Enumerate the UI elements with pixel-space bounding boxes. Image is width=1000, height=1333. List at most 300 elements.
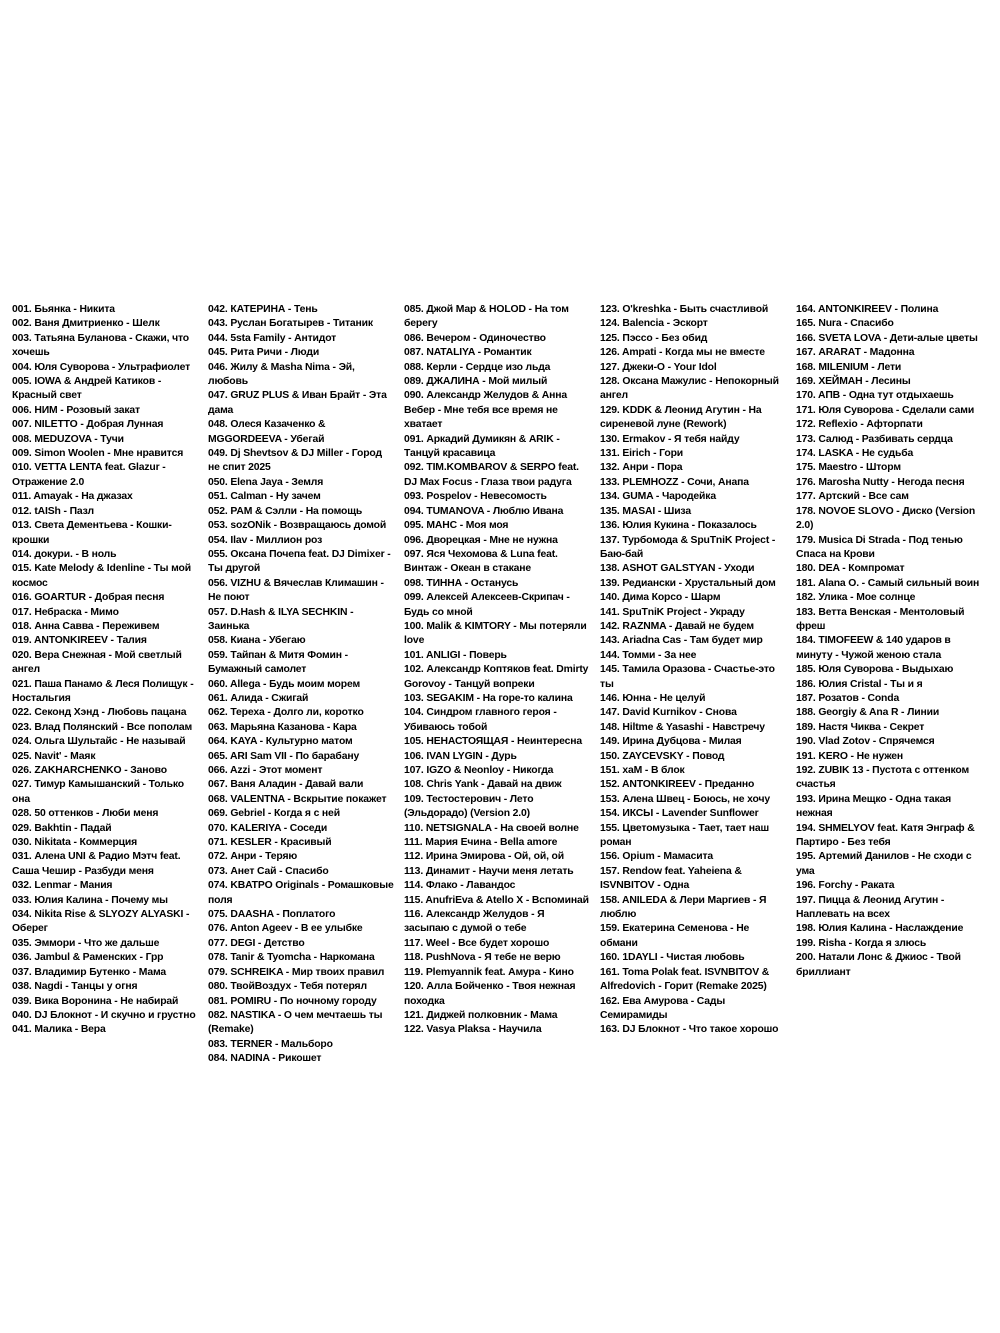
track-item (600, 922, 788, 951)
track-title: Счастье-это ты (600, 664, 775, 690)
track-title: За нее (664, 649, 697, 661)
track-number: 120. (404, 981, 424, 993)
track-item (796, 361, 984, 375)
track-artist: Оксана Почепа feat. DJ Dimixer (230, 548, 385, 560)
track-item (600, 865, 788, 894)
track-separator: - (482, 750, 492, 762)
track-separator: - (285, 304, 294, 315)
track-number: 010. (12, 462, 32, 474)
track-item (208, 951, 396, 965)
track-title: На том берегу (404, 304, 569, 330)
track-separator: - (727, 923, 737, 935)
track-title: Мама (530, 1009, 558, 1021)
track-number: 058. (208, 635, 228, 647)
track-number: 146. (600, 692, 620, 704)
track-number: 069. (208, 808, 228, 820)
track-number: 123. (600, 304, 620, 315)
track-separator: - (280, 822, 290, 834)
track-title: Неинтересна (517, 736, 583, 748)
track-separator: - (696, 707, 706, 719)
track-artist: Simon Woolen (34, 448, 105, 460)
track-number: 086. (404, 332, 424, 344)
track-artist: Navit' (34, 750, 62, 762)
track-artist: Алена UNI & Радио Мэтч feat. Саша Чешир (12, 851, 181, 877)
track-artist: Аркадий Думикян & ARIK (426, 433, 554, 445)
track-item (404, 822, 592, 836)
track-artist: SEGAKIM (426, 692, 474, 704)
track-title: Красный свет (12, 390, 82, 402)
track-item (208, 937, 396, 951)
track-artist: Elena Jaya (230, 476, 283, 488)
track-separator: - (715, 563, 725, 575)
track-separator: - (310, 952, 320, 964)
track-separator: - (324, 721, 333, 733)
track-item (600, 591, 788, 605)
track-separator: - (77, 419, 87, 431)
track-number: 102. (404, 664, 424, 676)
track-title: На своей волне (500, 822, 579, 834)
track-title: Мой светлый ангел (12, 649, 182, 676)
track-separator: - (881, 678, 891, 690)
track-separator: - (434, 404, 444, 416)
track-item (600, 735, 788, 749)
track-number: 001. (12, 304, 32, 315)
track-item (208, 634, 396, 648)
track-artist: Турбомода & SpuTniK Project (622, 534, 770, 546)
track-title: Будь со мной (404, 606, 473, 618)
track-item (208, 908, 396, 922)
track-artist: TIMOFEEW & 140 ударов в минуту (796, 635, 951, 661)
track-number: 007. (12, 419, 32, 431)
track-title: Я люблю (600, 894, 767, 921)
track-item (600, 303, 788, 317)
track-separator: - (688, 520, 698, 532)
track-separator: - (341, 649, 348, 661)
track-separator: - (847, 750, 857, 762)
track-number: 036. (12, 952, 32, 964)
track-title: Ты и я (890, 678, 923, 690)
track-separator: - (117, 736, 127, 748)
tracklist-column-1 (12, 303, 208, 1038)
track-number: 182. (796, 592, 816, 604)
track-artist: Розатов (818, 692, 859, 704)
track-item (796, 490, 984, 504)
track-number: 080. (208, 981, 228, 993)
track-artist: Редиански (622, 577, 676, 589)
track-artist: SCHREIKA (230, 966, 284, 978)
track-artist: ТвойВоздух (230, 981, 292, 993)
track-item (208, 692, 396, 706)
track-separator: - (703, 721, 713, 733)
track-item (12, 332, 200, 361)
track-title: Рикошет (278, 1053, 322, 1065)
track-title: Все сам (868, 491, 909, 503)
track-title: Мне нравится (113, 448, 184, 460)
track-number: 127. (600, 361, 620, 373)
track-number: 032. (12, 880, 32, 892)
track-item (600, 764, 788, 778)
track-number: 011. (12, 491, 32, 503)
track-title: Скажи, что хочешь (12, 332, 189, 359)
track-artist: ARI Sam VII (229, 750, 287, 762)
track-title: Глаза твои радуга (480, 476, 572, 488)
track-number: 051. (208, 491, 228, 503)
track-artist: Улика (818, 592, 848, 604)
track-artist: Джеки-О (622, 361, 665, 373)
track-separator: - (563, 592, 570, 604)
track-separator: - (187, 678, 194, 690)
track-number: 178. (796, 505, 816, 517)
track-item (796, 879, 984, 893)
track-title: Ностальгия (12, 692, 71, 704)
track-item (12, 447, 200, 461)
track-separator: - (683, 750, 693, 762)
track-number: 179. (796, 534, 816, 546)
track-artist: Nikitata (34, 837, 71, 849)
track-number: 052. (208, 505, 228, 517)
track-title: Давай на движ (487, 779, 562, 791)
track-item (208, 548, 396, 577)
track-item (12, 649, 200, 678)
track-item (600, 375, 788, 404)
track-item (208, 793, 396, 807)
track-number: 045. (208, 347, 228, 359)
track-separator: - (700, 736, 709, 748)
track-item (12, 951, 200, 965)
track-item (12, 606, 200, 620)
track-number: 197. (796, 894, 816, 906)
track-item (12, 505, 200, 519)
track-number: 009. (12, 448, 32, 460)
track-artist: ZAYCEVSKY (622, 750, 684, 762)
track-artist: Ветта Венская (818, 606, 891, 618)
track-artist: NADINA (230, 1053, 270, 1065)
track-title: Талия (116, 635, 147, 647)
track-item (796, 346, 984, 360)
track-title: Самый сильный воин (867, 577, 980, 589)
track-separator: - (461, 577, 471, 589)
track-number: 132. (600, 462, 620, 474)
tracklist (12, 303, 992, 1065)
track-number: 059. (208, 649, 228, 661)
track-item (12, 562, 200, 591)
track-item (208, 389, 396, 418)
track-separator: - (663, 318, 673, 330)
track-number: 117. (404, 937, 424, 949)
track-number: 095. (404, 520, 424, 532)
track-item (796, 606, 984, 635)
track-title: Мама (138, 966, 167, 978)
track-number: 149. (600, 736, 620, 748)
track-title: Маяк (70, 750, 96, 762)
track-title: Афторпати (866, 419, 923, 431)
track-artist: Флако (425, 880, 458, 892)
track-number: 015. (12, 563, 32, 575)
track-separator: - (489, 1024, 499, 1036)
track-title: Все будет хорошо (458, 937, 550, 949)
track-number: 027. (12, 779, 32, 791)
track-title: Гори (659, 448, 684, 460)
track-separator: - (655, 505, 664, 517)
track-item (404, 865, 592, 879)
track-title: Украду (709, 606, 745, 618)
track-title: Кара (332, 721, 357, 733)
track-title: Культурно матом (265, 736, 353, 748)
track-artist: GUMA (622, 491, 654, 503)
track-number: 107. (404, 765, 424, 776)
track-artist: NASTIKA (230, 1009, 276, 1021)
track-separator: - (654, 880, 664, 892)
track-number: 194. (796, 822, 816, 834)
track-item (12, 908, 200, 937)
track-separator: - (700, 606, 710, 618)
track-item (208, 822, 396, 836)
track-title: Падай (80, 822, 112, 834)
track-separator: - (247, 534, 256, 546)
track-separator: - (479, 376, 489, 388)
track-artist: SHMELYOV feat. Катя Энграф & Партиро (796, 822, 975, 849)
track-title: Лесины (871, 376, 911, 388)
track-title: Полина (900, 304, 939, 315)
track-title: Ментоловый фреш (796, 606, 965, 632)
track-number: 158. (600, 894, 620, 906)
track-item (12, 418, 200, 432)
track-number: 035. (12, 937, 32, 949)
track-number: 084. (208, 1053, 228, 1065)
track-separator: - (75, 937, 84, 949)
track-separator: - (93, 620, 103, 632)
track-title: Розовый закат (66, 404, 140, 416)
track-item (404, 375, 592, 389)
track-title: Эскорт (672, 318, 708, 330)
track-artist: Вера Снежная (34, 649, 106, 661)
track-artist: SVETA LOVA (818, 332, 881, 344)
track-separator: - (706, 376, 716, 388)
track-item (600, 850, 788, 864)
track-number: 068. (208, 793, 228, 805)
track-number: 101. (404, 649, 424, 661)
track-separator: - (470, 332, 480, 344)
track-artist: Жилу & Masha Nima (230, 361, 330, 373)
track-item (12, 620, 200, 634)
track-title: Пазл (69, 505, 94, 517)
track-number: 049. (208, 448, 228, 460)
track-item (600, 490, 788, 504)
track-number: 184. (796, 635, 816, 647)
track-separator: - (863, 765, 873, 776)
track-item (796, 505, 984, 534)
track-item (600, 505, 788, 519)
track-separator: - (62, 981, 72, 993)
track-artist: Gebriel (230, 808, 266, 820)
track-title: Разбивать сердца (861, 433, 953, 445)
track-number: 124. (600, 318, 620, 330)
track-number: 006. (12, 404, 32, 416)
track-title: Этот момент (258, 765, 323, 776)
track-number: 018. (12, 620, 32, 632)
track-separator: - (503, 765, 513, 776)
track-item (796, 937, 984, 951)
track-title: Тень (293, 304, 318, 315)
track-item (600, 1023, 788, 1037)
track-separator: - (845, 937, 855, 949)
track-item (796, 692, 984, 706)
track-number: 175. (796, 462, 816, 474)
track-artist: Оксана Мажулис (622, 376, 707, 388)
track-title: Одна такая нежная (796, 793, 952, 820)
track-artist: VETTA LENTA feat. Glazur (34, 462, 160, 474)
track-artist: Керли (426, 361, 457, 373)
track-number: 003. (12, 332, 32, 344)
track-number: 024. (12, 736, 32, 748)
track-item (404, 534, 592, 548)
track-separator: - (870, 736, 879, 748)
track-title: Лавандос (466, 880, 516, 892)
track-separator: - (255, 937, 264, 949)
track-number: 077. (208, 937, 228, 949)
track-artist: ANTONKIREEV (621, 779, 696, 791)
track-artist: Юлия Калина (818, 923, 887, 935)
track-number: 126. (600, 347, 620, 359)
track-item (208, 721, 396, 735)
track-item (12, 591, 200, 605)
track-artist: ANTONKIREEV (817, 304, 892, 315)
track-separator: - (273, 909, 283, 921)
track-artist: Руслан Богатырев (230, 318, 325, 330)
track-artist: NATALIYA (426, 347, 475, 359)
track-title: Не судьба (861, 448, 914, 460)
track-item (12, 894, 200, 908)
track-artist: Тереха (230, 707, 265, 719)
track-title: Лето (Эльдорадо) (Version 2.0) (404, 793, 534, 820)
track-artist: Пицца & Леонид Агутин (818, 894, 939, 906)
track-item (600, 649, 788, 663)
track-artist: ДЖАЛИНА (426, 376, 480, 388)
track-artist: O'kreshka (622, 304, 671, 315)
track-separator: - (144, 563, 154, 575)
track-title: Что же дальше (83, 937, 160, 949)
track-number: 043. (208, 318, 228, 330)
track-separator: - (650, 692, 660, 704)
track-item (404, 735, 592, 749)
track-separator: - (262, 692, 272, 704)
track-item (600, 778, 788, 792)
track-item (796, 418, 984, 432)
track-artist: Рита Ричи (230, 347, 282, 359)
track-separator: - (472, 476, 481, 488)
track-title: На сиреневой луне (Rework) (600, 404, 762, 431)
track-number: 195. (796, 851, 816, 863)
track-item (208, 966, 396, 980)
track-item (12, 879, 200, 893)
track-title: Хрустальный дом (684, 577, 776, 589)
track-title: Баю-бай (600, 548, 644, 560)
track-number: 159. (600, 923, 620, 935)
track-artist: Александр Коптяков feat. Dmirty Gorovoy (404, 664, 589, 690)
track-artist: Bakhtin (34, 822, 72, 834)
track-separator: - (107, 635, 117, 647)
track-title: Я засыпаю с думой о тебе (404, 909, 545, 935)
track-artist: LASKA (818, 448, 854, 460)
track-item (796, 461, 984, 475)
track-separator: - (684, 793, 694, 805)
track-artist: IVAN LYGIN (426, 750, 483, 762)
track-number: 198. (796, 923, 816, 935)
track-number: 104. (404, 707, 424, 719)
track-artist: Тайпан & Митя Фомин (230, 649, 342, 661)
track-artist: Ева Амурова (622, 995, 688, 1007)
track-artist: Reflexio (818, 419, 858, 431)
track-item (404, 519, 592, 533)
track-item (404, 836, 592, 850)
track-number: 093. (404, 491, 424, 503)
track-item (208, 778, 396, 792)
track-number: 108. (404, 779, 424, 791)
track-title: Твоя нежная походка (404, 981, 576, 1007)
track-number: 076. (208, 923, 228, 935)
track-item (208, 346, 396, 360)
track-title: Твой бриллиант (796, 952, 961, 978)
track-number: 137. (600, 534, 620, 546)
track-separator: - (852, 433, 862, 445)
track-item (208, 706, 396, 720)
track-item (600, 606, 788, 620)
track-title: Красивый (280, 837, 332, 849)
track-item (600, 361, 788, 375)
track-artist: KBATPO Originals (230, 880, 319, 892)
track-artist: Секонд Хэнд (34, 707, 99, 719)
track-separator: - (105, 649, 115, 661)
track-number: 177. (796, 491, 816, 503)
track-separator: - (508, 736, 518, 748)
track-item (12, 778, 200, 807)
track-item (208, 836, 396, 850)
track-separator: - (491, 837, 501, 849)
track-item (796, 721, 984, 735)
track-item (208, 534, 396, 548)
track-item (796, 951, 984, 980)
track-artist: Эммори (34, 937, 76, 949)
track-number: 028. (12, 808, 32, 820)
track-item (796, 678, 984, 692)
track-title: Отражение 2.0 (12, 476, 85, 488)
track-artist: Jambul & Раменских (34, 952, 137, 964)
track-title: Тучи (100, 433, 124, 445)
track-item (404, 879, 592, 893)
track-artist: 5sta Family (230, 332, 286, 344)
track-number: 056. (208, 577, 228, 589)
track-artist: SpuTniK Project (622, 606, 701, 618)
track-artist: Салюд (818, 433, 853, 445)
track-separator: - (853, 448, 862, 460)
track-separator: - (675, 577, 685, 589)
track-item (12, 678, 200, 707)
track-item (600, 894, 788, 923)
track-item (796, 922, 984, 936)
track-number: 100. (404, 620, 424, 632)
track-separator: - (891, 304, 901, 315)
track-title: Все пополам (126, 721, 193, 733)
track-artist: tAISh (34, 505, 61, 517)
track-title: В блок (650, 765, 685, 776)
track-artist: Юля Суворова (818, 664, 894, 676)
track-artist: RAZNMA (622, 620, 667, 632)
track-title: Миллион роз (255, 534, 323, 546)
track-number: 134. (600, 491, 620, 503)
track-title: Невесомость (480, 491, 547, 503)
track-artist: Артемий Данилов (818, 851, 909, 863)
track-artist: Vlad Zotov (818, 736, 870, 748)
